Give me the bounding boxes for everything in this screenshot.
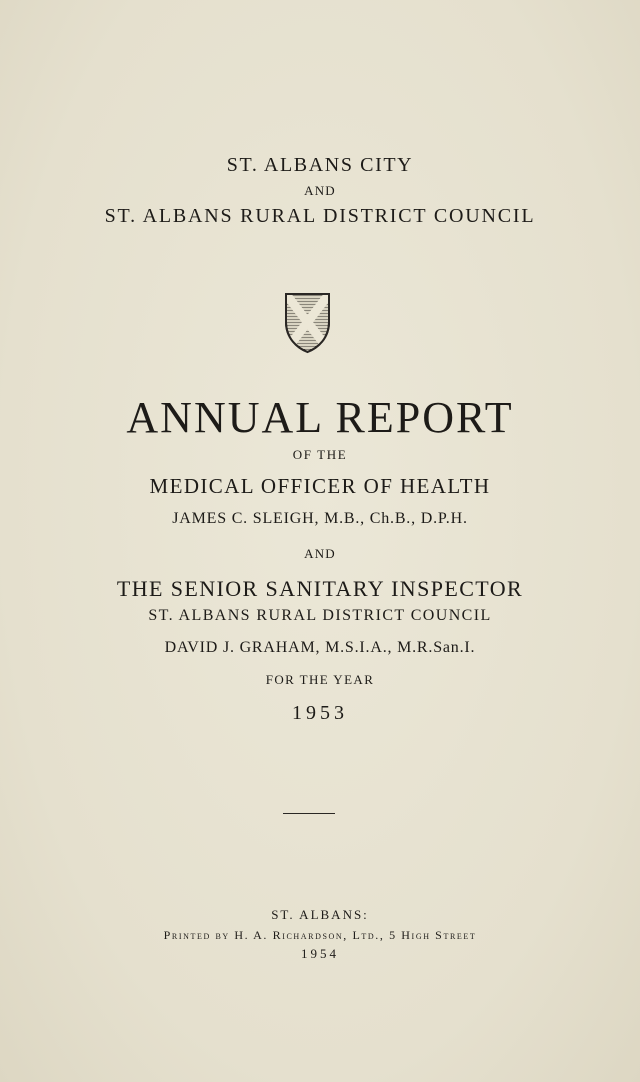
header-city: ST. ALBANS CITY <box>226 154 414 176</box>
inspector-title: THE SENIOR SANITARY INSPECTOR <box>116 576 524 601</box>
saltire-shield-icon <box>284 292 331 354</box>
officer-name: JAMES C. SLEIGH, M.B., Ch.B., D.P.H. <box>172 510 468 527</box>
for-the-year-label: FOR THE YEAR <box>265 672 375 687</box>
of-the-label: OF THE <box>292 447 348 462</box>
and-label: AND <box>304 546 336 561</box>
inspector-name: DAVID J. GRAHAM, M.S.I.A., M.R.San.I. <box>164 639 476 656</box>
divider <box>283 813 335 814</box>
header-and: AND <box>304 183 336 198</box>
imprint-year: 1954 <box>301 946 339 961</box>
header-council: ST. ALBANS RURAL DISTRICT COUNCIL <box>104 205 536 227</box>
report-title: ANNUAL REPORT <box>126 393 514 442</box>
report-year: 1953 <box>292 702 348 724</box>
imprint-place: ST. ALBANS: <box>271 907 369 922</box>
officer-title: MEDICAL OFFICER OF HEALTH <box>149 474 491 498</box>
imprint-printer: Printed by H. A. Richardson, Ltd., 5 High Street <box>163 928 477 942</box>
inspector-council: ST. ALBANS RURAL DISTRICT COUNCIL <box>148 607 492 624</box>
